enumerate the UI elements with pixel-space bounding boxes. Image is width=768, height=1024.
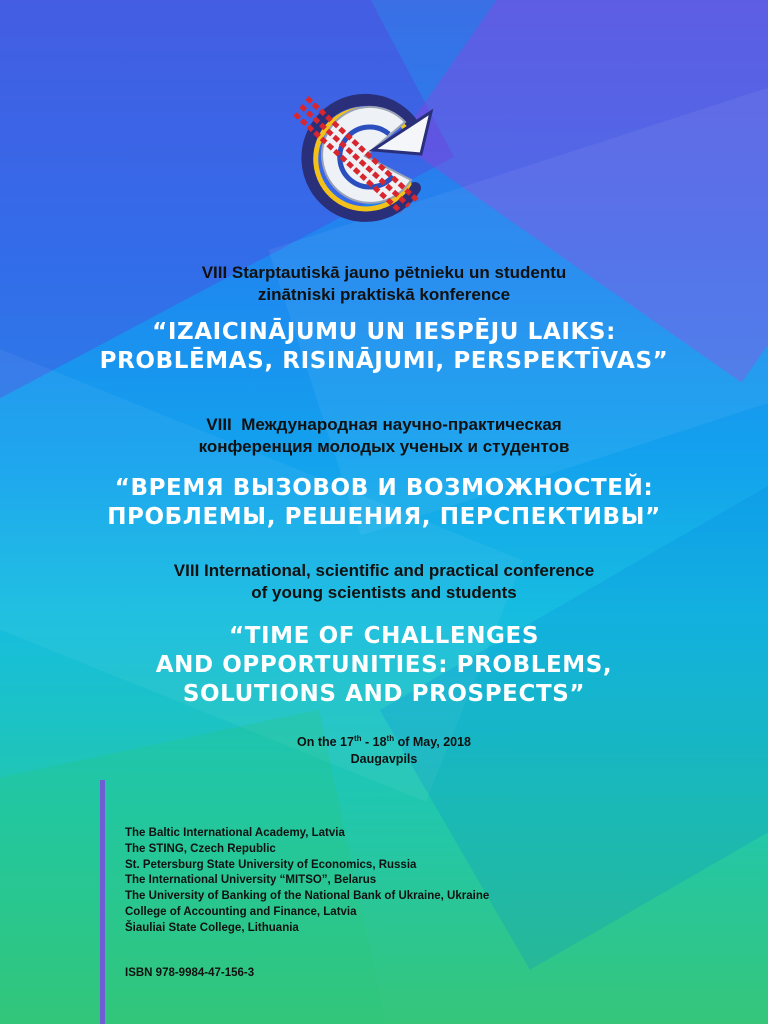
latvian-title <box>0 318 768 376</box>
organizer-item: The STING, Czech Republic <box>125 842 276 855</box>
organizers-list <box>125 826 489 937</box>
event-date-location <box>0 734 768 768</box>
event-city: Daugavpils <box>350 752 418 766</box>
organizer-item: The Baltic International Academy, Latvia <box>125 827 345 839</box>
conference-logo <box>293 92 443 222</box>
english-subtitle <box>0 560 768 604</box>
latvian-subtitle-line: VIII Starptautiskā jauno pētnieku un studentu <box>201 263 567 282</box>
latvian-title-line: “IZAICINĀJUMU UN IESPĒJU LAIKS: <box>152 319 616 345</box>
english-title-line: AND OPPORTUNITIES: PROBLEMS, <box>155 652 613 678</box>
latvian-subtitle <box>0 262 768 306</box>
date-ordinal: th <box>353 734 362 743</box>
date-prefix: On the 17 <box>297 735 354 749</box>
russian-title-line: “ВРЕМЯ ВЫЗОВОВ И ВОЗМОЖНОСТЕЙ: <box>114 475 654 501</box>
date-suffix: of May, 2018 <box>394 735 471 749</box>
english-title <box>0 622 768 709</box>
latvian-subtitle-line: zinātniski praktiskā konference <box>257 285 511 304</box>
english-title-line: SOLUTIONS AND PROSPECTS” <box>182 681 586 707</box>
isbn: ISBN 978-9984-47-156-3 <box>125 967 255 979</box>
english-title-line: “TIME OF CHALLENGES <box>229 623 539 649</box>
russian-subtitle <box>0 414 768 458</box>
date-mid: - 18 <box>361 735 387 749</box>
organizer-item: College of Accounting and Finance, Latvia <box>125 905 357 918</box>
organizer-item: St. Petersburg State University of Economics, Russia <box>125 858 417 871</box>
date-ordinal: th <box>386 734 395 743</box>
organizer-item: Šiauliai State College, Lithuania <box>125 921 299 934</box>
russian-title <box>0 474 768 532</box>
english-subtitle-line: of young scientists and students <box>251 583 517 602</box>
event-date <box>0 734 768 751</box>
english-subtitle-line: VIII International, scientific and practical conference <box>173 561 595 580</box>
russian-subtitle-line: конференция молодых ученых и студентов <box>198 437 570 456</box>
latvian-title-line: PROBLĒMAS, RISINĀJUMI, PERSPEKTĪVAS” <box>99 348 669 374</box>
accent-bar <box>100 780 105 1024</box>
organizer-item: The University of Banking of the National Bank of Ukraine, Ukraine <box>125 890 490 903</box>
russian-title-line: ПРОБЛЕМЫ, РЕШЕНИЯ, ПЕРСПЕКТИВЫ” <box>107 504 661 530</box>
russian-subtitle-line: VIII Международная научно-практическая <box>206 415 562 434</box>
organizer-item: The International University “MITSO”, Belarus <box>125 874 377 887</box>
